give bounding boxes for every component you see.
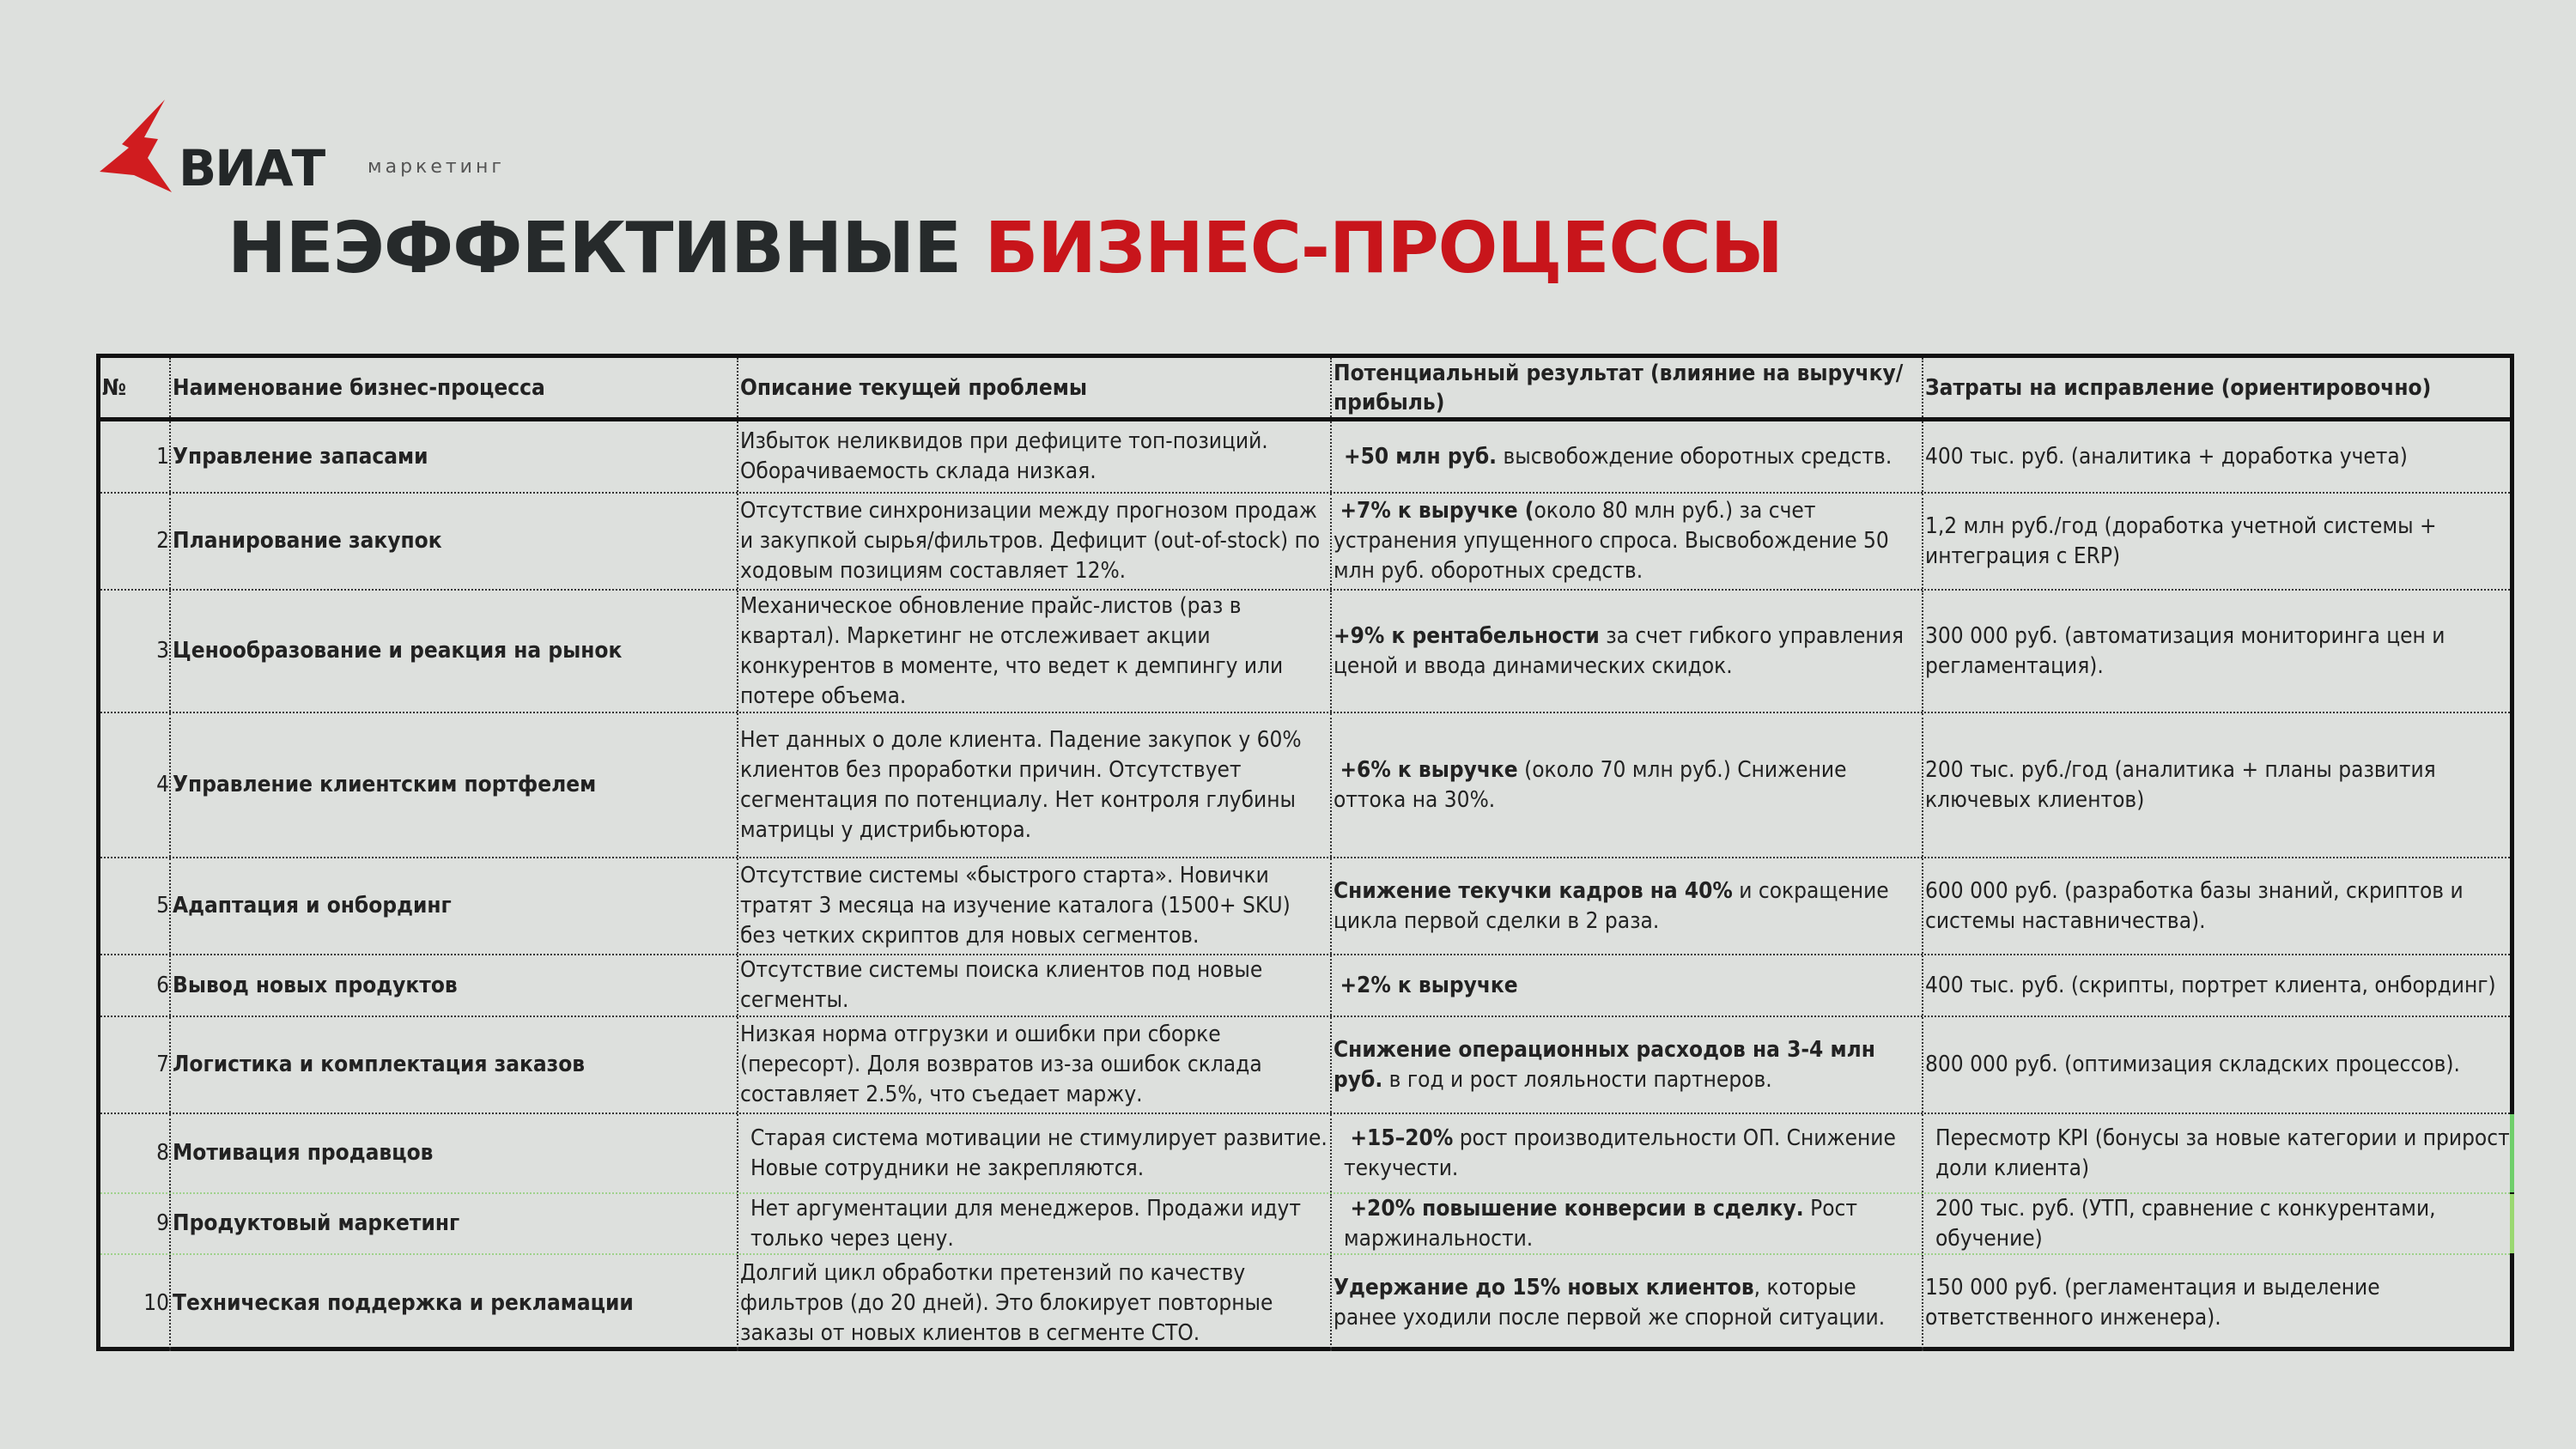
result-highlight: Удержание до 15% новых клиентов bbox=[1334, 1275, 1754, 1300]
header-result: Потенциальный результат (влияние на выручку/прибыль) bbox=[1330, 358, 1922, 417]
row-name: Ценообразование и реакция на рынок bbox=[169, 591, 737, 712]
table-row bbox=[100, 1194, 2510, 1255]
result-text: за счет гибкого управления ценой и ввода динамических скидок. bbox=[1334, 622, 1904, 679]
result-text: , которые ранее уходили после первой же спорной ситуации. bbox=[1334, 1275, 1886, 1331]
table-row bbox=[100, 858, 2510, 955]
table-row bbox=[100, 494, 2510, 591]
table-row bbox=[100, 955, 2510, 1017]
row-description: Нет данных о доле клиента. Падение закупок у 60% клиентов без проработки причин. Отсутствует сегментация по потенциалу. Нет контроля глубины матрицы у дистрибьютора. bbox=[737, 713, 1330, 857]
row-num: 5 bbox=[156, 893, 169, 919]
page-title bbox=[228, 208, 1783, 289]
row-num: 2 bbox=[156, 528, 169, 554]
title-part-dark: НЕЭФФЕКТИВНЫЕ bbox=[228, 208, 985, 289]
table-row bbox=[100, 1255, 2510, 1351]
row-description: Избыток неликвидов при дефиците топ-позиций. Оборачиваемость склада низкая. bbox=[737, 421, 1330, 492]
row-name: Техническая поддержка и рекламации bbox=[169, 1255, 737, 1351]
row-num: 10 bbox=[143, 1289, 169, 1316]
row-cost: 800 000 руб. (оптимизация складских процессов). bbox=[1922, 1017, 2514, 1113]
row-result bbox=[1330, 955, 1922, 1016]
highlight-bar bbox=[2510, 1114, 2514, 1192]
title-part-accent: БИЗНЕС-ПРОЦЕССЫ bbox=[984, 208, 1783, 289]
row-description: Отсутствие системы «быстрого старта». Новички тратят 3 месяца на изучение каталога (1500+ SKU) без четких скриптов для новых сегментов. bbox=[737, 858, 1330, 954]
result-text: рост производительности ОП. Снижение текучести. bbox=[1344, 1125, 1896, 1181]
result-text: Рост маржинальности. bbox=[1344, 1195, 1857, 1252]
table-row bbox=[100, 1114, 2510, 1194]
header-num: № bbox=[102, 374, 127, 401]
header-name: Наименование бизнес-процесса bbox=[169, 358, 737, 417]
row-description: Отсутствие системы поиска клиентов под новые сегменты. bbox=[737, 955, 1330, 1016]
row-cost: 150 000 руб. (регламентация и выделение ответственного инженера). bbox=[1922, 1255, 2514, 1351]
row-cost: 1,2 млн руб./год (доработка учетной системы + интеграция с ERP) bbox=[1922, 494, 2514, 589]
table-header-row bbox=[100, 358, 2510, 421]
result-highlight: +20% повышение конверсии в сделку. bbox=[1350, 1195, 1804, 1222]
row-num: 9 bbox=[156, 1210, 169, 1236]
row-description: Механическое обновление прайс-листов (раз в квартал). Маркетинг не отслеживает акции конкурентов в моменте, что ведет к демпингу или потере объема. bbox=[737, 591, 1330, 712]
header-description: Описание текущей проблемы bbox=[737, 358, 1330, 417]
result-text: высвобождение оборотных средств. bbox=[1497, 443, 1893, 470]
row-result bbox=[1330, 494, 1922, 589]
row-cost: 400 тыс. руб. (аналитика + доработка учета) bbox=[1922, 421, 2514, 492]
row-cost: 300 000 руб. (автоматизация мониторинга цен и регламентация). bbox=[1922, 591, 2514, 712]
result-highlight: Снижение операционных расходов на 3-4 млн руб. bbox=[1334, 1036, 1875, 1093]
brand-name: ВИАТ bbox=[179, 139, 325, 197]
row-cost: 400 тыс. руб. (скрипты, портрет клиента, онбординг) bbox=[1922, 955, 2514, 1016]
row-description: Долгий цикл обработки претензий по качеству фильтров (до 20 дней). Это блокирует повторные заказы от новых клиентов в сегменте СТО. bbox=[737, 1255, 1330, 1351]
row-cost: 200 тыс. руб./год (аналитика + планы развития ключевых клиентов) bbox=[1922, 713, 2514, 857]
result-highlight: +50 млн руб. bbox=[1344, 443, 1498, 470]
result-highlight: +9% к рентабельности bbox=[1334, 622, 1600, 649]
row-name: Управление клиентским портфелем bbox=[169, 713, 737, 857]
row-cost: 600 000 руб. (разработка базы знаний, скриптов и системы наставничества). bbox=[1922, 858, 2514, 954]
row-result bbox=[1330, 1017, 1922, 1113]
result-text: около 80 млн руб.) за счет устранения упущенного спроса. Высвобождение 50 млн руб. оборотных средств. bbox=[1334, 498, 1889, 584]
row-description: Низкая норма отгрузки и ошибки при сборке (пересорт). Доля возвратов из-за ошибок склада составляет 2.5%, что съедает маржу. bbox=[737, 1017, 1330, 1113]
row-cost: Пересмотр KPI (бонусы за новые категории и прирост доли клиента) bbox=[1922, 1114, 2514, 1192]
brand-logo bbox=[96, 96, 543, 199]
business-process-table bbox=[96, 354, 2514, 1351]
row-name: Адаптация и онбординг bbox=[169, 858, 737, 954]
row-result bbox=[1330, 1114, 1922, 1192]
highlight-bar bbox=[2510, 1194, 2514, 1253]
row-name: Вывод новых продуктов bbox=[169, 955, 737, 1016]
row-name: Логистика и комплектация заказов bbox=[169, 1017, 737, 1113]
row-num: 3 bbox=[156, 638, 169, 664]
result-highlight: +2% к выручке bbox=[1340, 972, 1518, 998]
table-row bbox=[100, 421, 2510, 494]
result-highlight: +7% к выручке ( bbox=[1340, 498, 1534, 524]
row-name: Продуктовый маркетинг bbox=[169, 1194, 737, 1253]
row-description: Нет аргументации для менеджеров. Продажи идут только через цену. bbox=[737, 1194, 1330, 1253]
result-text: в год и рост лояльности партнеров. bbox=[1382, 1066, 1772, 1093]
row-name: Мотивация продавцов bbox=[169, 1114, 737, 1192]
table-row bbox=[100, 591, 2510, 713]
row-num: 6 bbox=[156, 972, 169, 998]
table-row bbox=[100, 1017, 2510, 1114]
row-num: 8 bbox=[156, 1140, 169, 1166]
row-result bbox=[1330, 591, 1922, 712]
row-result bbox=[1330, 713, 1922, 857]
row-num: 4 bbox=[156, 772, 169, 797]
row-description: Отсутствие синхронизации между прогнозом продаж и закупкой сырья/фильтров. Дефицит (out-of-stock) по ходовым позициям составляет 12%. bbox=[737, 494, 1330, 589]
row-num: 7 bbox=[156, 1052, 169, 1077]
table-row bbox=[100, 713, 2510, 858]
row-num: 1 bbox=[156, 443, 169, 470]
result-text: (около 70 млн руб.) Снижение оттока на 30%. bbox=[1334, 756, 1847, 813]
header-cost: Затраты на исправление (ориентировочно) bbox=[1922, 358, 2514, 417]
row-cost: 200 тыс. руб. (УТП, сравнение с конкурентами, обучение) bbox=[1922, 1194, 2514, 1253]
result-highlight: +15–20% bbox=[1350, 1125, 1454, 1151]
row-result bbox=[1330, 421, 1922, 492]
brand-subtitle: маркетинг bbox=[368, 156, 505, 178]
result-highlight: Снижение текучки кадров на 40% bbox=[1334, 877, 1733, 904]
row-result bbox=[1330, 1255, 1922, 1351]
row-description: Старая система мотивации не стимулирует развитие. Новые сотрудники не закрепляются. bbox=[737, 1114, 1330, 1192]
result-text: и сокращение цикла первой сделки в 2 раза. bbox=[1334, 877, 1889, 934]
row-result bbox=[1330, 858, 1922, 954]
row-name: Планирование закупок bbox=[169, 494, 737, 589]
result-highlight: +6% к выручке bbox=[1340, 756, 1518, 783]
row-result bbox=[1330, 1194, 1922, 1253]
lightning-bolt-icon bbox=[96, 96, 182, 199]
row-name: Управление запасами bbox=[169, 421, 737, 492]
